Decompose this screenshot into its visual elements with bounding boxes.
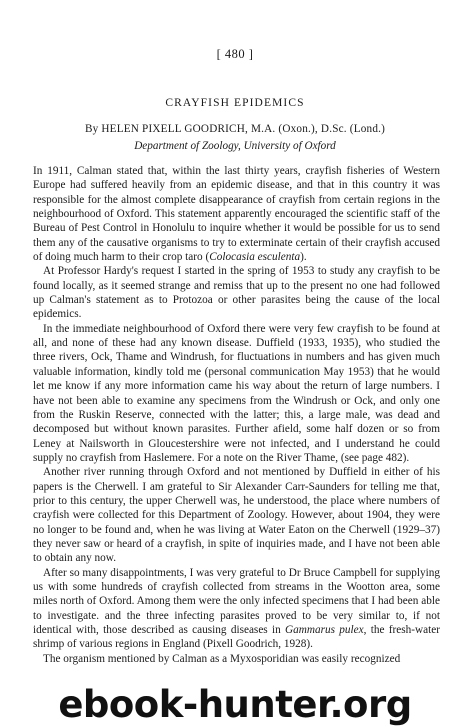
paragraph bbox=[33, 164, 440, 264]
paragraph bbox=[33, 465, 440, 565]
paragraph bbox=[33, 322, 440, 465]
paragraph-text: In the immediate neighbourhood of Oxford there were very few crayfish to be found at all, and none of these had any known disease. Duffield (1933, 1935), who studied the three rivers, Ock, Thame and Windrush, for fluctuations in numbers and has given much valuable information, kindly told me (personal communication May 1953) that he would let me know if any more information came his way about the return of large numbers. I have not been able to examine any specimens from the Windrush or Ock, and only one from the Ruskin Reserve, connected with the latter; this, a large male, was dead and decomposed but without known parasites. Further afield, some half dozen or so from Leney at Nailsworth in Gloucestershire were not infected, and I understand he could supply no crayfish from Haslemere. For a note on the River Thame, (see page 482). bbox=[33, 322, 440, 464]
paragraph-text: In 1911, Calman stated that, within the last thirty years, crayfish fisheries of Western Europe had suffered heavily from an epidemic disease, and that in this country it was responsible for the almost complete disappearance of crayfish from certain regions in the neighbourhood of Oxford. This statement apparently encouraged the scientific staff of the Bureau of Pest Control in Honolulu to inquire whether it would be possible for us to send them any of the causative organisms to try to exterminate certain of their crayfish accused of doing much harm to their crop taro ( bbox=[33, 165, 440, 264]
paragraph-text: ). bbox=[300, 251, 307, 264]
paragraph-text: The organism mentioned by Calman as a Myxosporidian was easily recognized bbox=[43, 652, 401, 665]
article-body bbox=[33, 164, 440, 666]
paragraph-text: Another river running through Oxford and not mentioned by Duffield in either of his papers is the Cherwell. I am grateful to Sir Alexander Carr-Saunders for telling me that, prior to this century, the upper Cherwell was, he understood, the place where numbers of crayfish were collected for this Department of Zoology. However, about 1904, they were no longer to be found and, when he was living at Water Eaton on the Cherwell (1929–37) they never saw or heard of a crayfish, in spite of inquiries made, and I have not been able to obtain any now. bbox=[33, 466, 440, 565]
paragraph bbox=[33, 566, 440, 652]
author-byline: By HELEN PIXELL GOODRICH, M.A. (Oxon.), D.Sc. (Lond.) bbox=[84, 123, 386, 135]
paragraph bbox=[33, 264, 440, 321]
paragraph-text: At Professor Hardy's request I started in the spring of 1953 to study any crayfish to be found locally, as it seemed strange and remiss that up to the present no one had followed up Calman's statement as to Protozoa or other parasites being the cause of the local epidemics. bbox=[33, 265, 440, 321]
italic-text: Gammarus pulex bbox=[285, 624, 364, 636]
paragraph bbox=[33, 652, 440, 666]
italic-text: Colocasia esculenta bbox=[209, 251, 301, 264]
paragraph-text: , the fresh-water shrimp of various regions in England (Pixell Goodrich, 1928). bbox=[33, 624, 440, 651]
page-number: [ 480 ] bbox=[216, 47, 254, 61]
paragraph-text: After so many disappointments, I was very grateful to Dr Bruce Campbell for supplying us with some hundreds of crayfish collected from streams in the Wootton area, some miles north of Oxford. Among them were the only infected specimens that I had been able to investigate. and the three infecting parasites proved to be very similar to, if not identical with, those described as causing diseases in bbox=[33, 566, 440, 636]
author-affiliation: Department of Zoology, University of Oxford bbox=[134, 140, 336, 152]
watermark-text: ebook-hunter.org bbox=[58, 683, 412, 726]
watermark bbox=[0, 682, 470, 727]
article-title: CRAYFISH EPIDEMICS bbox=[165, 97, 305, 109]
